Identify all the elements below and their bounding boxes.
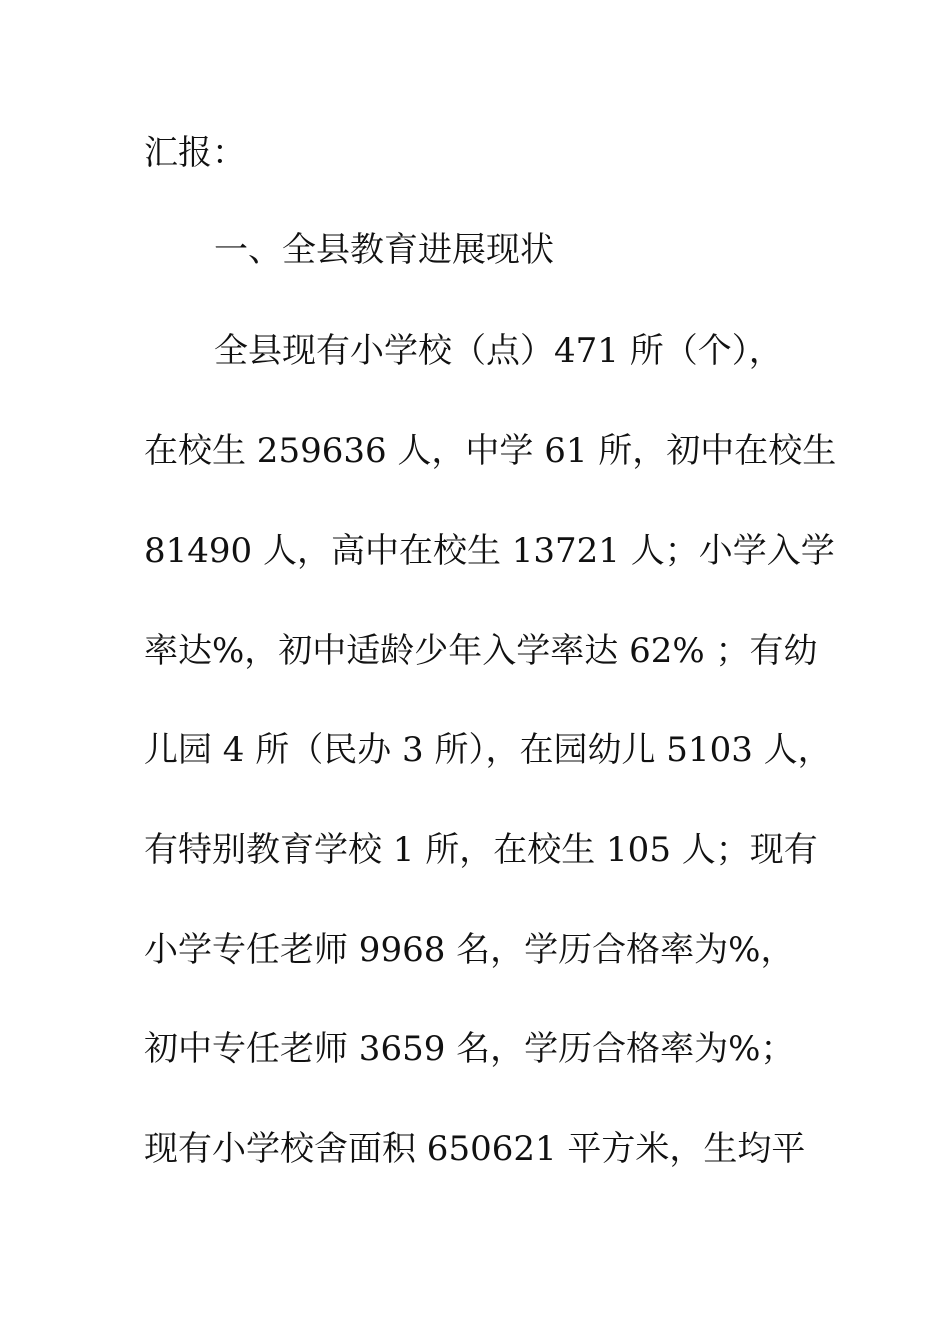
paragraph-line: 全县现有小学校（点）471 所（个）， (214, 331, 783, 371)
report-lead-text: 汇报： (144, 133, 246, 173)
paragraph-line: 初中专任老师 3659 名，学历合格率为%； (144, 1029, 795, 1069)
paragraph-line: 有特别教育学校 1 所，在校生 105 人；现有 (144, 830, 818, 870)
paragraph-line: 率达%，初中适龄少年入学率达 62% ；有幼 (144, 631, 818, 671)
paragraph-line: 儿园 4 所（民办 3 所），在园幼儿 5103 人， (144, 730, 832, 770)
paragraph-line: 81490 人，高中在校生 13721 人；小学入学 (144, 531, 835, 571)
section-heading: 一、全县教育进展现状 (214, 230, 554, 270)
paragraph-line: 在校生 259636 人，中学 61 所，初中在校生 (144, 431, 837, 471)
paragraph-line: 小学专任老师 9968 名，学历合格率为%， (144, 930, 795, 970)
paragraph-line: 现有小学校舍面积 650621 平方米，生均平 (144, 1129, 806, 1169)
